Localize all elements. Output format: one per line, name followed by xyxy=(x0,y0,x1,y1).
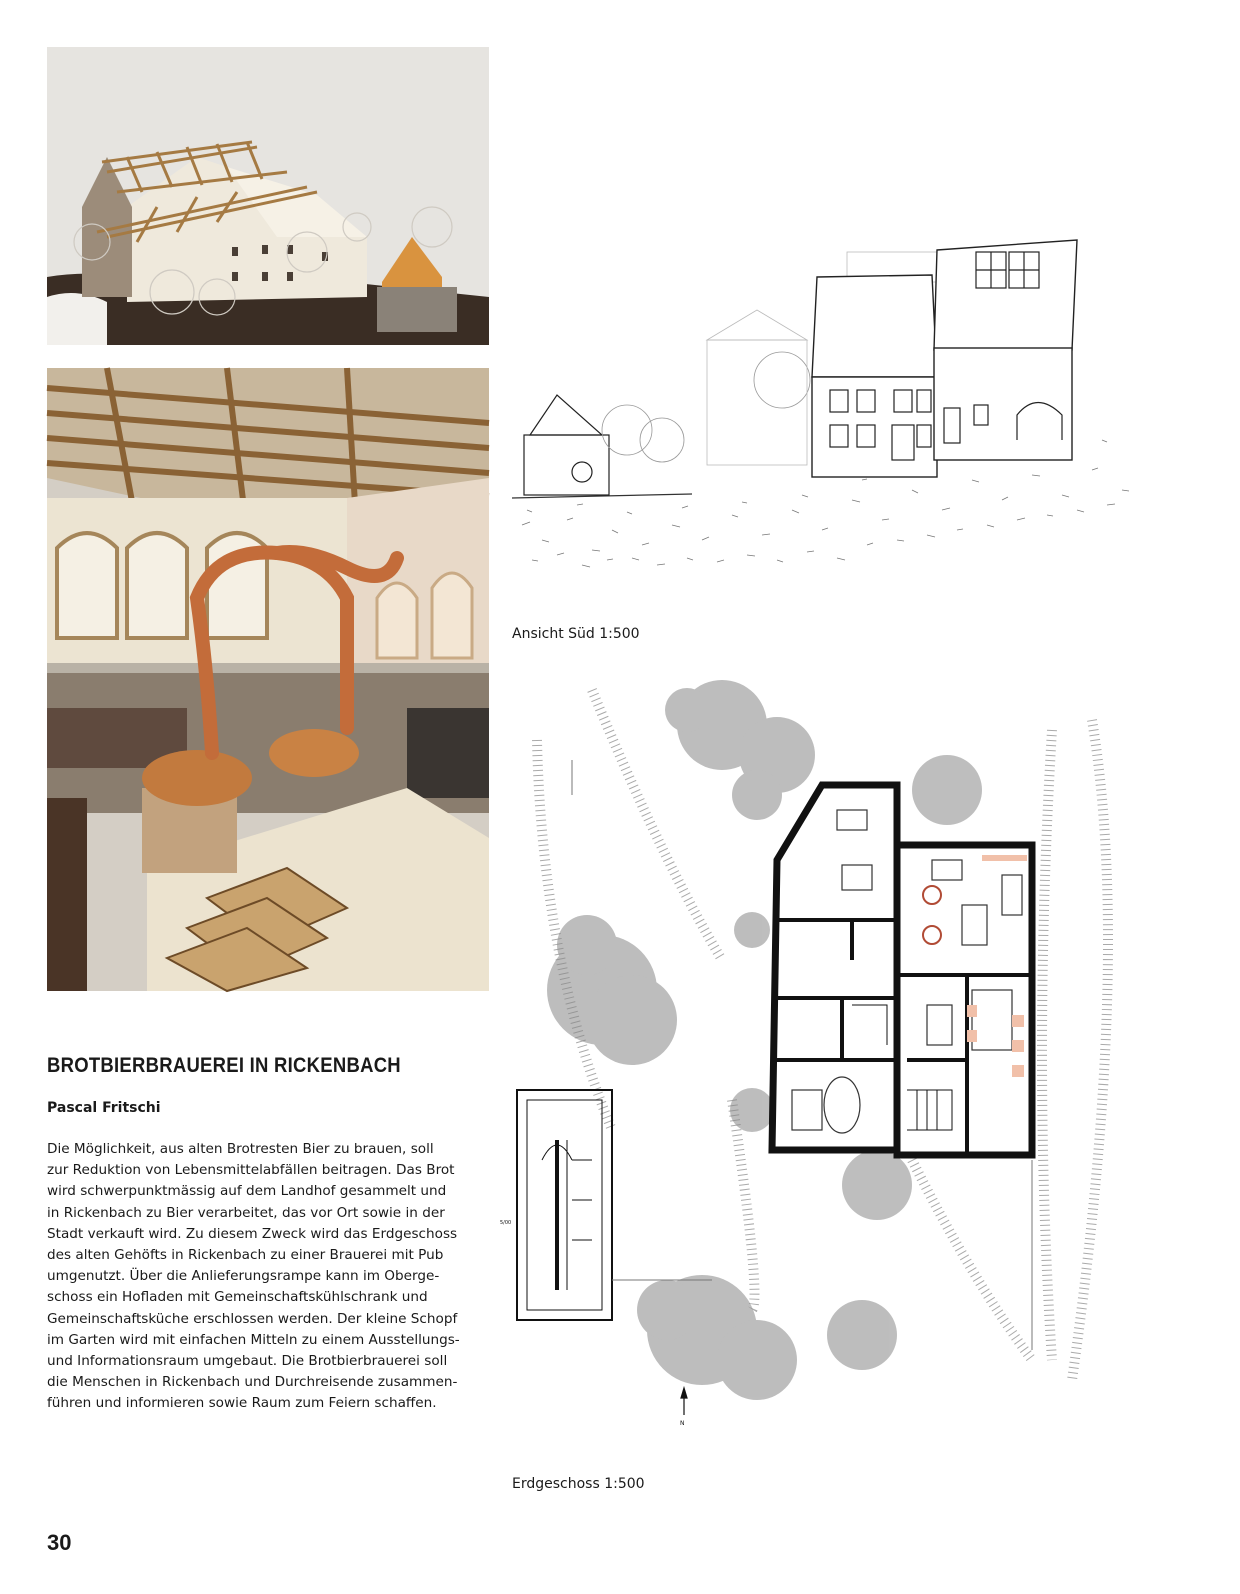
ground-floor-plan xyxy=(500,660,1152,1460)
model-interior-photo xyxy=(47,368,489,991)
north-arrow-icon xyxy=(681,1388,687,1415)
article-body: Die Möglichkeit, aus alten Brotresten Bier zu brauen, soll zur Reduktion von Lebensmittelabfällen beitragen. Das Brot wird schwerpunktmässig auf dem Landhof gesammelt und in Rickenbach zu Bier verarbeitet, das vor Ort sowie in der Stadt verkauft wird. Zu diesem Zweck wird das Erdgeschoss des alten Gehöfts in Rickenbach zu einer Brauerei mit Pub umgenutzt. Über die Anlieferungsrampe kann im Oberge- schoss ein Hofladen mit Gemeinschaftskühlschrank und Gemeinschaftsküche erschlossen werden. Der kleine Schopf im Garten wird mit einfachen Mitteln zu einem Ausstellungs- und Informationsraum umgebaut. Die Brotbierbrauerei soll die Menschen in Rickenbach und Durchreisende zusammen- führen und informieren sowie Raum zum Feiern schaffen. xyxy=(47,1141,460,1412)
model-exterior-photo xyxy=(47,47,489,345)
article-author: Pascal Fritschi xyxy=(47,1100,161,1116)
plan-caption: Erdgeschoss 1:500 xyxy=(512,1476,645,1492)
article-title: BROTBIERBRAUEREI IN RICKENBACH xyxy=(47,1054,401,1077)
elevation-caption: Ansicht Süd 1:500 xyxy=(512,626,640,642)
north-label: N xyxy=(680,1420,685,1427)
plan-scale-label: 5/00 xyxy=(500,1220,512,1226)
page-number: 30 xyxy=(47,1530,72,1555)
south-elevation-drawing xyxy=(512,240,1144,610)
